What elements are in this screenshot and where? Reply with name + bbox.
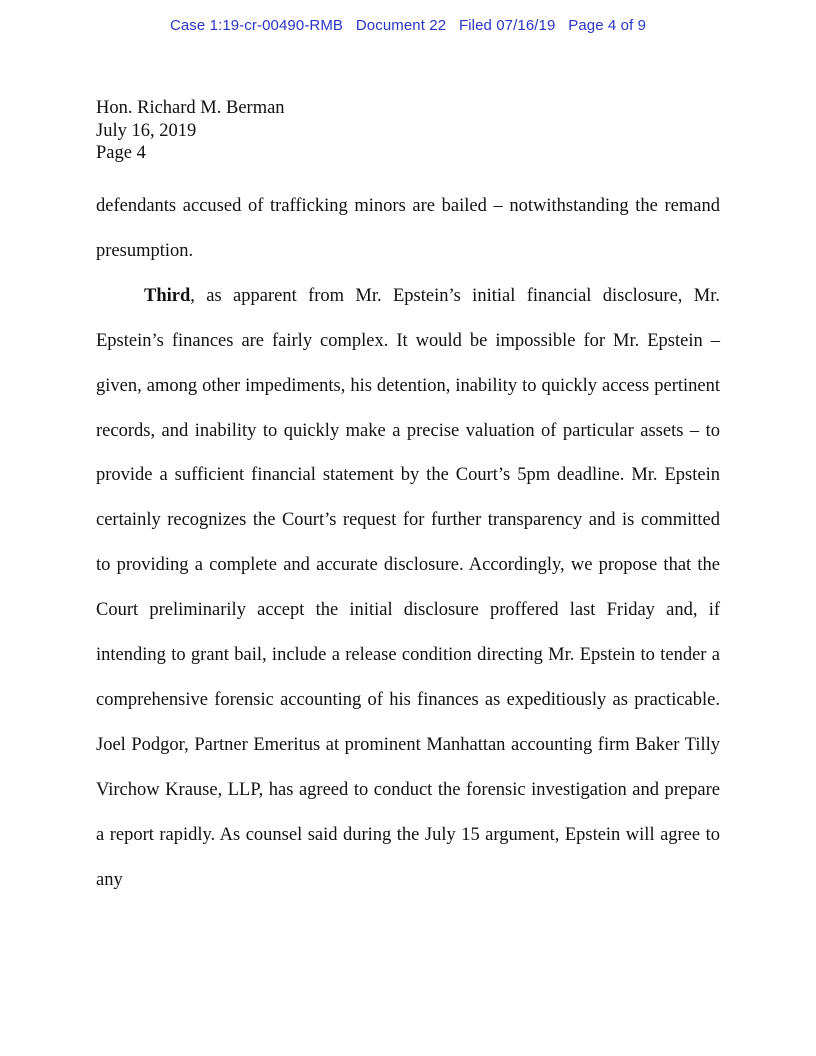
letter-body [96, 184, 720, 903]
recipient-line: Hon. Richard M. Berman [96, 98, 285, 118]
paragraph-third [96, 274, 720, 903]
paragraph-text: , as apparent from Mr. Epstein’s initial financial disclosure, Mr. Epstein’s finances are fairly complex. It would be impossible for Mr. Epstein – given, among other impediments, his detention, inability to quickly access pertinent records, and inability to quickly make a precise valuation of particular assets – to provide a sufficient financial statement by the Court’s 5pm deadline. Mr. Epstein certainly recognizes the Court’s request for further transparency and is committed to providing a complete and accurate disclosure. Accordingly, we propose that the Court preliminarily accept the initial disclosure proffered last Friday and, if intending to grant bail, include a release condition directing Mr. Epstein to tender a comprehensive forensic accounting of his finances as expeditiously as practicable. Joel Podgor, Partner Emeritus at prominent Manhattan accounting firm Baker Tilly Virchow Krause, LLP, has agreed to conduct the forensic investigation and prepare a report rapidly. As counsel said during the July 15 argument, Epstein will agree to any [96, 285, 720, 890]
paragraph-continuation: defendants accused of trafficking minors are bailed – notwithstanding the remand presumption. [96, 196, 720, 261]
address-block [96, 97, 285, 165]
paragraph-lead-word: Third [144, 285, 191, 306]
page-number-line: Page 4 [96, 143, 146, 163]
date-line: July 16, 2019 [96, 120, 197, 141]
ecf-header-stamp: Case 1:19-cr-00490-RMB Document 22 Filed 07/16/19 Page 4 of 9 [169, 17, 647, 34]
